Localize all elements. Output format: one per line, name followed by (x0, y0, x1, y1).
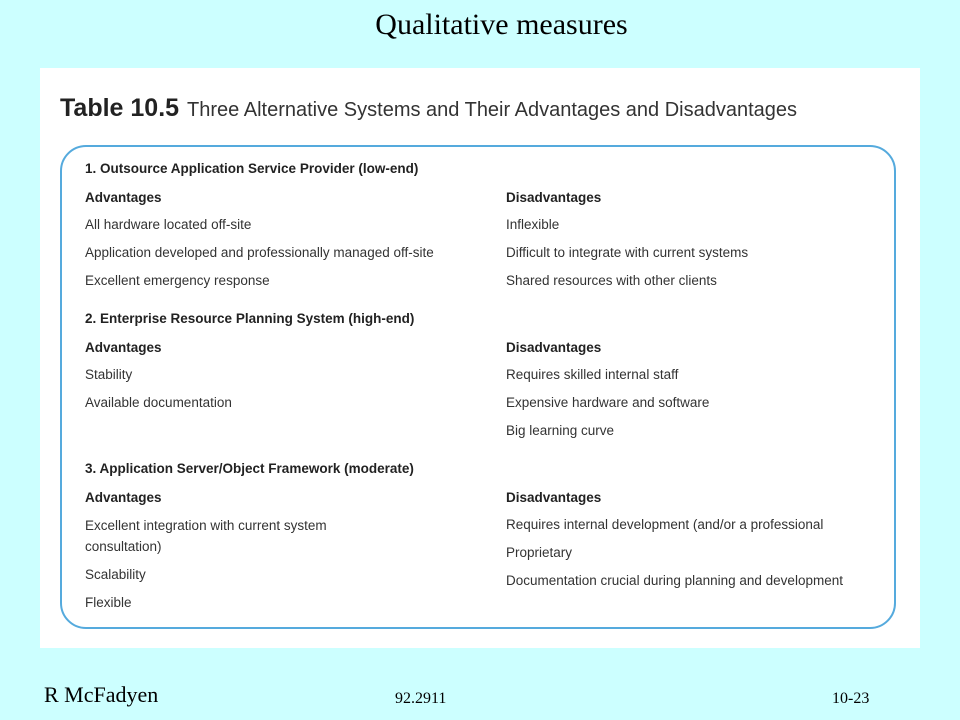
advantage-item: Available documentation (85, 395, 232, 410)
disadvantages-label: Disadvantages (506, 490, 602, 505)
advantages-label: Advantages (85, 190, 162, 205)
advantage-item: Excellent emergency response (85, 273, 270, 288)
footer-author: R McFadyen (44, 682, 159, 707)
disadvantage-item: Documentation crucial during planning and development (506, 573, 843, 588)
disadvantage-item: Requires skilled internal staff (506, 367, 679, 382)
section-heading: 2. Enterprise Resource Planning System (high-end) (85, 311, 415, 326)
table-heading (60, 94, 797, 123)
advantages-label: Advantages (85, 490, 162, 505)
disadvantages-label: Disadvantages (506, 190, 602, 205)
disadvantage-item: Proprietary (506, 545, 573, 560)
disadvantage-item: Inflexible (506, 217, 560, 232)
advantage-item: Excellent integration with current system consultation) (85, 518, 327, 554)
advantage-item: Flexible (85, 595, 132, 610)
section-heading: 1. Outsource Application Service Provider (low-end) (85, 161, 419, 176)
disadvantage-item: Big learning curve (506, 423, 615, 438)
advantage-item: Application developed and professionally managed off-site (85, 245, 434, 260)
advantages-label: Advantages (85, 340, 162, 355)
disadvantage-item: Difficult to integrate with current systems (506, 245, 749, 260)
disadvantage-item: Expensive hardware and software (506, 395, 710, 410)
footer-page-number: 10-23 (832, 690, 870, 707)
disadvantage-item: Requires internal development (and/or a professional (506, 517, 824, 532)
advantage-item: Stability (85, 367, 133, 382)
footer-course-number: 92.2911 (395, 690, 447, 707)
slide-title: Qualitative measures (375, 8, 628, 41)
table-number: Table 10.5 (60, 94, 180, 122)
disadvantages-label: Disadvantages (506, 340, 602, 355)
disadvantage-item: Shared resources with other clients (506, 273, 717, 288)
table-caption: Three Alternative Systems and Their Advantages and Disadvantages (187, 99, 798, 121)
advantage-item: All hardware located off-site (85, 217, 252, 232)
section-heading: 3. Application Server/Object Framework (moderate) (85, 461, 414, 476)
advantage-item: Scalability (85, 567, 146, 582)
table-figure (40, 68, 920, 648)
